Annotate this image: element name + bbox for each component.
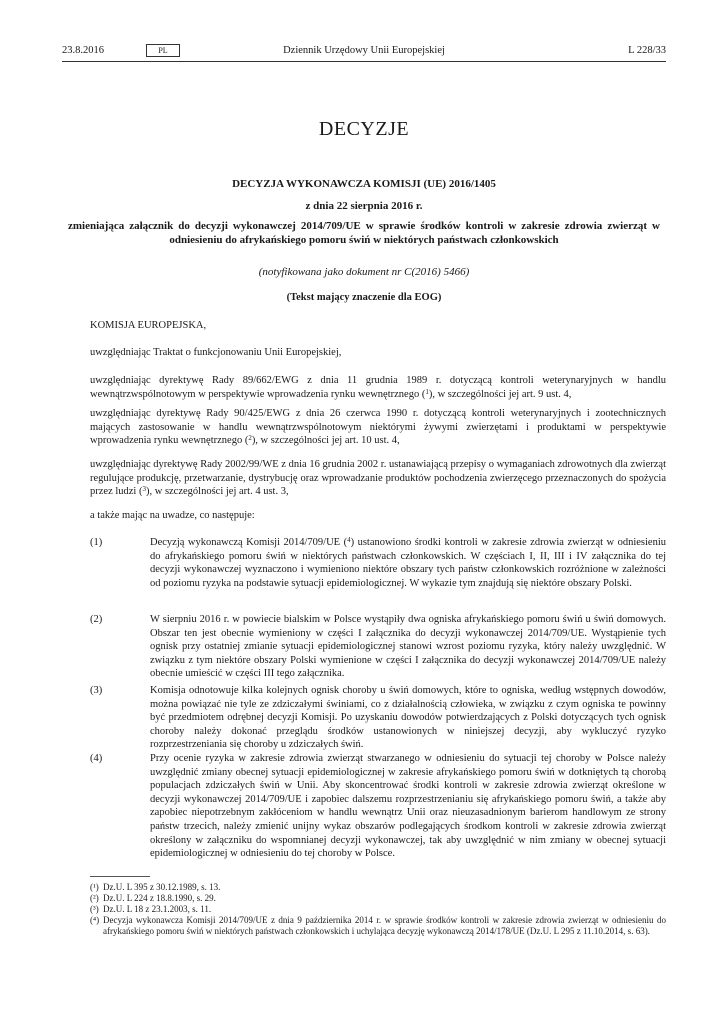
citation-3 bbox=[90, 458, 666, 499]
page-number: L 228/33 bbox=[628, 45, 666, 56]
footnote-ref[interactable]: 2 bbox=[248, 434, 252, 443]
footnote-ref[interactable]: 1 bbox=[425, 387, 429, 396]
recital-text: Komisja odnotowuje kilka kolejnych ognisk choroby u świń domowych, które to ogniska, według wstępnych dowodów, można powiązać nie tyle ze zdziczałymi świniami, co z działalnością człowieka, w związku z czym ogniska te powinny być przedmiotem odrębnej decyzji Komisji. Po uzyskaniu dowodów potwierdzających z Polski dotyczących tych ognisk choroby należy dokonać przeglądu środków ustanowionych w niniejszej decyzji, aby wykluczyć ryzyko rozprzestrzeniania się choroby u zdziczałych świń. bbox=[150, 685, 666, 751]
decision-title: DECYZJA WYKONAWCZA KOMISJI (UE) 2016/1405 bbox=[232, 178, 496, 190]
footnote-2 bbox=[90, 893, 666, 904]
citation-1-text: uwzględniając dyrektywę Rady 89/662/EWG z dnia 11 grudnia 1989 r. dotyczącą kontroli weterynaryjnych w handlu wewnątrzwspólnotowym w perspektywie wprowadzenia rynku wewnętrznego ( bbox=[90, 375, 666, 400]
recital-number: (1) bbox=[90, 537, 103, 548]
publication-date: 23.8.2016 bbox=[62, 45, 104, 56]
footnote-mark: (¹) bbox=[90, 882, 99, 892]
recital-number: (4) bbox=[90, 753, 103, 764]
footnote-ref[interactable]: 4 bbox=[347, 536, 351, 544]
recital-number: (2) bbox=[90, 614, 103, 625]
citation-2-text: uwzględniając dyrektywę Rady 90/425/EWG z dnia 26 czerwca 1990 r. dotyczącą kontroli weterynaryjnych i zootechnicznych mających zastosowanie w handlu wewnątrzwspólnotowym niektórymi żywymi zwierzętami i produktami w perspektywie wprowadzenia rynku wewnętrznego ( bbox=[90, 408, 666, 447]
footnote-mark: (³) bbox=[90, 904, 99, 914]
journal-header bbox=[62, 43, 666, 62]
recital-4 bbox=[90, 752, 666, 861]
eea-note: (Tekst mający znaczenie dla EOG) bbox=[286, 292, 442, 303]
footnote-ref[interactable]: 3 bbox=[142, 485, 146, 494]
recital-3 bbox=[90, 684, 666, 752]
notification-note: (notyfikowana jako dokument nr C(2016) 5466) bbox=[258, 266, 470, 278]
recital-2 bbox=[90, 613, 666, 681]
footnote-mark: (²) bbox=[90, 893, 99, 903]
citation-3-text-end: ), w szczególności jej art. 4 ust. 3, bbox=[145, 486, 289, 498]
recital-number: (3) bbox=[90, 685, 103, 696]
recital-text-end: ) ustanowiono środki kontroli w zakresie zdrowia zwierząt w odniesieniu do afrykańskiego pomoru świń w niektórych państwach członkowskich. W częściach I, II, III i IV załącznika do tej decyzji wykonawczej wyznaczono i wymieniono niektóre obszary tych państw członkowskich rozróżnione w zależności od poziomu ryzyka na podstawie sytuacji epidemiologicznej. W wykazie tym znajdują się niektóre obszary Polski. bbox=[150, 537, 666, 589]
decision-date: z dnia 22 sierpnia 2016 r. bbox=[305, 200, 423, 212]
footnote-3 bbox=[90, 904, 666, 915]
footnote-text: Decyzja wykonawcza Komisji 2014/709/UE z dnia 9 października 2014 r. w sprawie środków kontroli w zakresie zdrowia zwierząt w odniesieniu do afrykańskiego pomoru świń w niektórych państwach członkowskich i uchylająca decyzję wykonawczą 2014/178/UE (Dz.U. L 295 z 11.10.2014, s. 63). bbox=[103, 915, 666, 936]
footnote-mark: (⁴) bbox=[90, 915, 100, 925]
recital-text: W sierpniu 2016 r. w powiecie bialskim w Polsce wystąpiły dwa ogniska afrykańskiego pomoru świń u świń domowych. Obszar ten jest obecnie wymieniony w części I załącznika do decyzji wykonawczej 2014/709/UE. Wystąpienie tych ognisk przy ostatniej zmianie sytuacji epidemiologicznej stanowi wzrost poziomu ryzyka, który należy uwzględnić. W związku z tym niektóre obszary Polski wymienione w części I załącznika do decyzji wykonawczej 2014/709/UE należy obecnie umieścić w części III tego załącznika. bbox=[150, 614, 666, 680]
preamble-commission: KOMISJA EUROPEJSKA, bbox=[90, 320, 207, 331]
footnote-text: Dz.U. L 18 z 23.1.2003, s. 11. bbox=[103, 904, 212, 914]
footnote-text: Dz.U. L 224 z 18.8.1990, s. 29. bbox=[103, 893, 216, 903]
citation-3-text: uwzględniając dyrektywę Rady 2002/99/WE z dnia 16 grudnia 2002 r. ustanawiającą przepisy o wymaganiach zdrowotnych dla zwierząt regulujące produkcję, przetwarzanie, dystrybucję oraz wprowadzanie produktów pochodzenia zwierzęcego przeznaczonych do spożycia przez ludzi ( bbox=[90, 459, 666, 498]
footnote-text: Dz.U. L 395 z 30.12.1989, s. 13. bbox=[103, 882, 221, 892]
preamble-treaty: uwzględniając Traktat o funkcjonowaniu Unii Europejskiej, bbox=[90, 347, 342, 358]
footnote-4 bbox=[90, 915, 666, 937]
citation-1 bbox=[90, 374, 666, 401]
footnote-divider bbox=[90, 876, 150, 877]
journal-title: Dziennik Urzędowy Unii Europejskiej bbox=[283, 45, 445, 56]
citation-2 bbox=[90, 407, 666, 448]
decision-subject: zmieniająca załącznik do decyzji wykonawczej 2014/709/UE w sprawie środków kontroli w zakresie zdrowia zwierząt w odniesieniu do afrykańskiego pomoru świń w niektórych państwach członkowskich bbox=[68, 220, 660, 246]
recital-text bbox=[150, 536, 666, 590]
citation-1-text-end: ), w szczególności jej art. 9 ust. 4, bbox=[428, 388, 572, 400]
section-title: DECYZJE bbox=[318, 118, 410, 140]
citation-2-text-end: ), w szczególności jej art. 10 ust. 4, bbox=[251, 435, 400, 447]
recital-text: Przy ocenie ryzyka w zakresie zdrowia zwierząt stwarzanego w odniesieniu do sytuacji tej choroby w Polsce należy uwzględnić zmiany obecnej sytuacji epidemiologicznej w zakresie afrykańskiego pomoru świń w dotkniętych tą chorobą populacjach zdziczałych świń w Unii. Aby skoncentrować środki kontroli w zakresie zdrowia zwierząt określone w decyzji wykonawczej 2014/709/UE i zapobiec dalszemu rozprzestrzenianiu się afrykańskiego pomoru świń, a także aby zapobiec niepotrzebnym zakłóceniom w handlu wewnątrz Unii oraz nieuzasadnionym barierom handlowym ze strony państw trzecich, należy zmienić unijny wykaz obszarów podlegających środkom kontroli w zakresie zdrowia zwierząt określony w załączniku do wspomnianej decyzji wykonawczej, tak aby uwzględnić w nim zmiany w obecnej sytuacji epidemiologicznej w odniesieniu do tej choroby w Polsce. bbox=[150, 753, 666, 860]
footnote-1 bbox=[90, 882, 666, 893]
whereas-intro: a także mając na uwadze, co następuje: bbox=[90, 510, 255, 521]
language-badge: PL bbox=[146, 44, 180, 57]
recital-text-start: Decyzją wykonawczą Komisji 2014/709/UE ( bbox=[150, 537, 348, 548]
recital-1 bbox=[90, 536, 666, 590]
